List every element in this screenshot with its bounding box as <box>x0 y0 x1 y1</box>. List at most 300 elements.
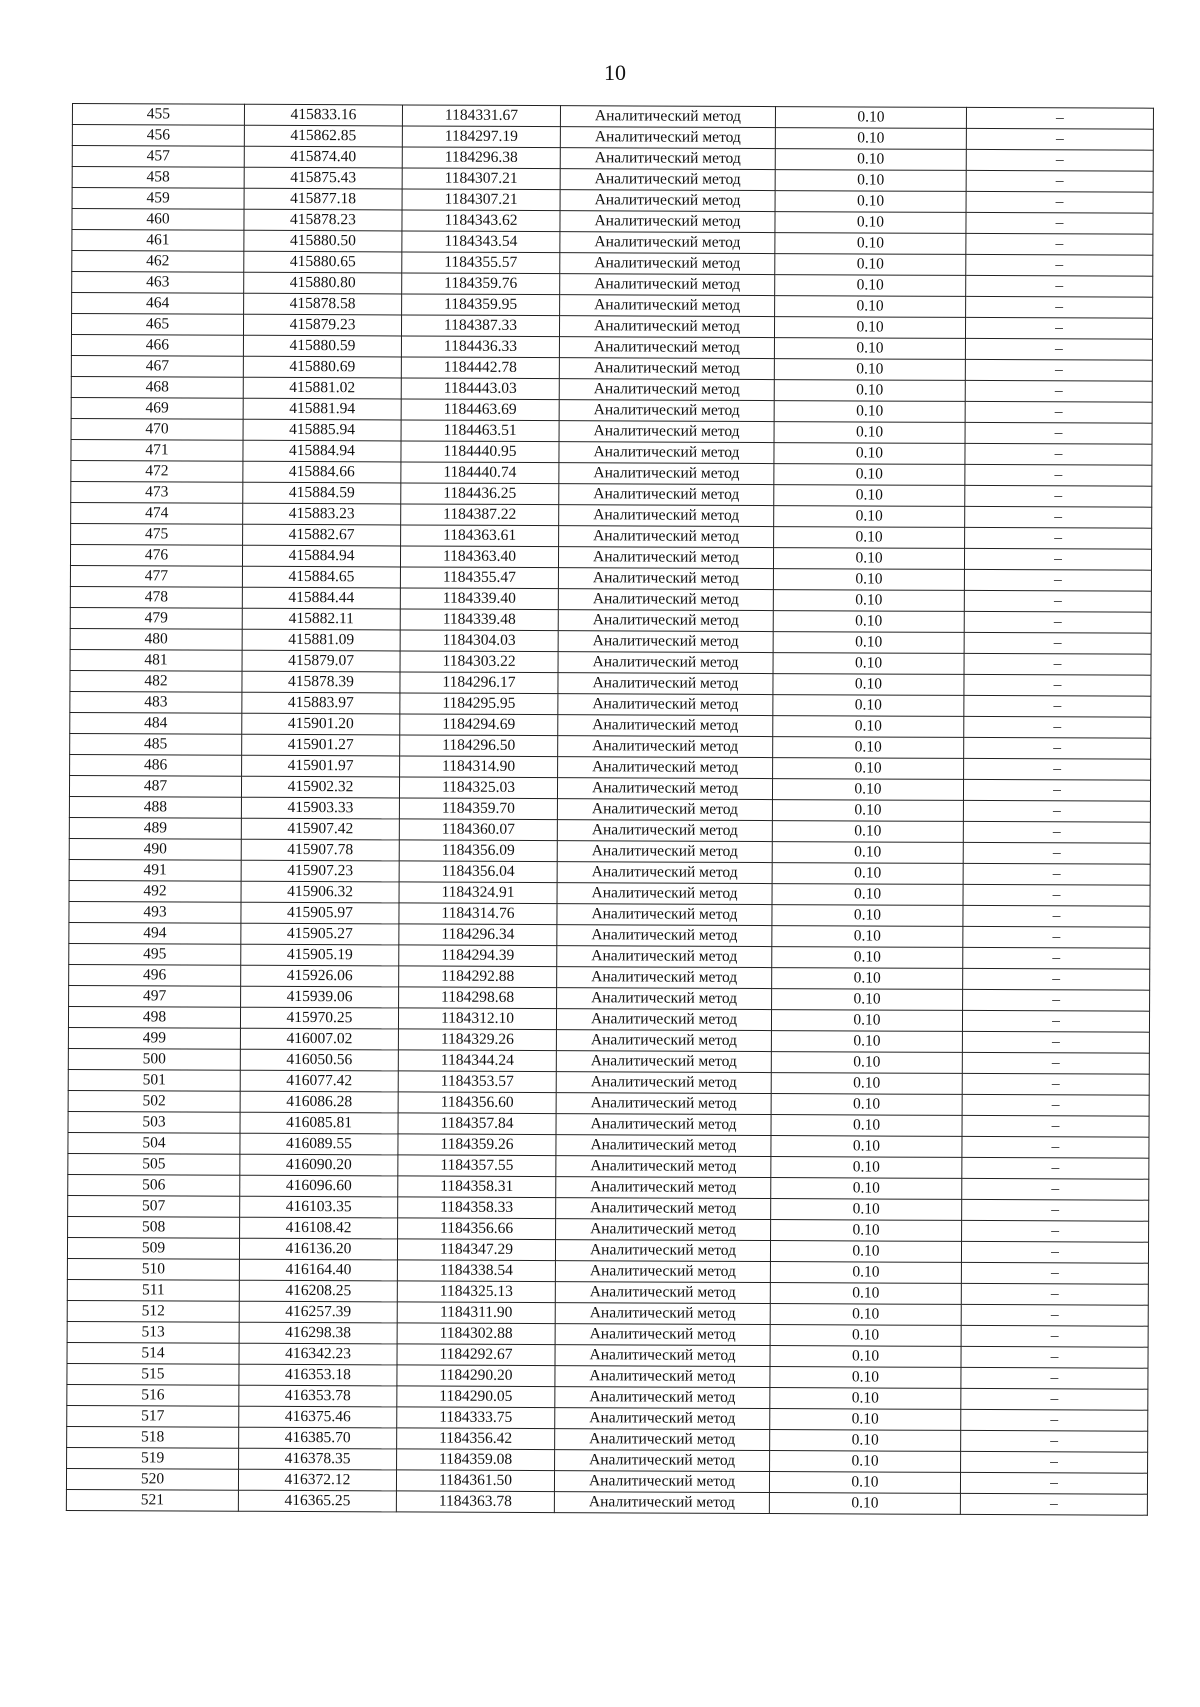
point-number-cell: 470 <box>71 418 243 440</box>
method-cell: Аналитический метод <box>560 127 775 149</box>
method-cell: Аналитический метод <box>557 778 772 800</box>
precision-cell: 0.10 <box>775 212 966 234</box>
point-number-cell: 516 <box>67 1384 239 1406</box>
precision-cell: 0.10 <box>775 191 966 213</box>
method-cell: Аналитический метод <box>559 421 774 443</box>
point-number-cell: 521 <box>66 1489 238 1511</box>
point-number-cell: 504 <box>68 1132 240 1154</box>
point-number-cell: 483 <box>70 691 242 713</box>
point-number-cell: 456 <box>72 125 244 147</box>
point-number-cell: 462 <box>72 251 244 273</box>
y-coordinate-cell: 1184359.08 <box>397 1449 555 1471</box>
y-coordinate-cell: 1184311.90 <box>397 1302 555 1324</box>
method-cell: Аналитический метод <box>556 1114 771 1136</box>
x-coordinate-cell: 415905.27 <box>241 923 399 945</box>
y-coordinate-cell: 1184307.21 <box>402 168 560 190</box>
precision-cell: 0.10 <box>774 380 965 402</box>
precision-cell: 0.10 <box>772 947 963 969</box>
point-number-cell: 499 <box>68 1027 240 1049</box>
point-number-cell: 509 <box>67 1237 239 1259</box>
method-cell: Аналитический метод <box>558 589 773 611</box>
x-coordinate-cell: 415882.11 <box>242 608 400 630</box>
description-cell: – <box>964 548 1151 570</box>
method-cell: Аналитический метод <box>554 1492 769 1514</box>
description-cell: – <box>962 1031 1149 1053</box>
description-cell: – <box>961 1430 1148 1452</box>
method-cell: Аналитический метод <box>560 295 775 317</box>
x-coordinate-cell: 415901.97 <box>242 755 400 777</box>
point-number-cell: 518 <box>67 1426 239 1448</box>
description-cell: – <box>966 149 1153 171</box>
y-coordinate-cell: 1184329.26 <box>398 1029 556 1051</box>
point-number-cell: 474 <box>71 502 243 524</box>
precision-cell: 0.10 <box>773 569 964 591</box>
y-coordinate-cell: 1184339.48 <box>400 609 558 631</box>
precision-cell: 0.10 <box>775 275 966 297</box>
x-coordinate-cell: 415884.66 <box>243 461 401 483</box>
y-coordinate-cell: 1184443.03 <box>401 378 559 400</box>
precision-cell: 0.10 <box>770 1304 961 1326</box>
y-coordinate-cell: 1184325.03 <box>399 777 557 799</box>
point-number-cell: 494 <box>69 922 241 944</box>
description-cell: – <box>961 1367 1148 1389</box>
method-cell: Аналитический метод <box>555 1429 770 1451</box>
point-number-cell: 463 <box>72 272 244 294</box>
x-coordinate-cell: 415907.42 <box>241 818 399 840</box>
method-cell: Аналитический метод <box>555 1303 770 1325</box>
method-cell: Аналитический метод <box>559 337 774 359</box>
method-cell: Аналитический метод <box>557 820 772 842</box>
method-cell: Аналитический метод <box>559 358 774 380</box>
x-coordinate-cell: 415884.44 <box>242 587 400 609</box>
x-coordinate-cell: 415883.97 <box>242 692 400 714</box>
y-coordinate-cell: 1184360.07 <box>399 819 557 841</box>
description-cell: – <box>964 674 1151 696</box>
point-number-cell: 471 <box>71 439 243 461</box>
point-number-cell: 497 <box>69 985 241 1007</box>
method-cell: Аналитический метод <box>558 652 773 674</box>
y-coordinate-cell: 1184344.24 <box>398 1050 556 1072</box>
point-number-cell: 514 <box>67 1342 239 1364</box>
description-cell: – <box>962 1052 1149 1074</box>
precision-cell: 0.10 <box>774 485 965 507</box>
y-coordinate-cell: 1184314.90 <box>400 756 558 778</box>
description-cell: – <box>964 632 1151 654</box>
point-number-cell: 491 <box>69 859 241 881</box>
x-coordinate-cell: 415905.97 <box>241 902 399 924</box>
x-coordinate-cell: 415880.50 <box>244 230 402 252</box>
x-coordinate-cell: 415939.06 <box>241 986 399 1008</box>
method-cell: Аналитический метод <box>557 967 772 989</box>
method-cell: Аналитический метод <box>555 1450 770 1472</box>
precision-cell: 0.10 <box>772 884 963 906</box>
description-cell: – <box>966 254 1153 276</box>
x-coordinate-cell: 416365.25 <box>238 1490 396 1512</box>
y-coordinate-cell: 1184303.22 <box>400 651 558 673</box>
y-coordinate-cell: 1184338.54 <box>397 1260 555 1282</box>
precision-cell: 0.10 <box>774 443 965 465</box>
method-cell: Аналитический метод <box>558 568 773 590</box>
point-number-cell: 477 <box>70 565 242 587</box>
precision-cell: 0.10 <box>771 1220 962 1242</box>
method-cell: Аналитический метод <box>560 106 775 128</box>
x-coordinate-cell: 416108.42 <box>240 1217 398 1239</box>
point-number-cell: 505 <box>68 1153 240 1175</box>
point-number-cell: 485 <box>70 733 242 755</box>
description-cell: – <box>961 1346 1148 1368</box>
description-cell: – <box>961 1325 1148 1347</box>
y-coordinate-cell: 1184324.91 <box>399 882 557 904</box>
method-cell: Аналитический метод <box>558 673 773 695</box>
y-coordinate-cell: 1184292.67 <box>397 1344 555 1366</box>
x-coordinate-cell: 416385.70 <box>239 1427 397 1449</box>
y-coordinate-cell: 1184356.09 <box>399 840 557 862</box>
method-cell: Аналитический метод <box>556 1072 771 1094</box>
x-coordinate-cell: 415880.69 <box>243 356 401 378</box>
precision-cell: 0.10 <box>774 527 965 549</box>
description-cell: – <box>962 1073 1149 1095</box>
description-cell: – <box>963 989 1150 1011</box>
precision-cell: 0.10 <box>771 1073 962 1095</box>
method-cell: Аналитический метод <box>555 1282 770 1304</box>
description-cell: – <box>961 1283 1148 1305</box>
method-cell: Аналитический метод <box>559 484 774 506</box>
method-cell: Аналитический метод <box>555 1366 770 1388</box>
x-coordinate-cell: 415878.39 <box>242 671 400 693</box>
description-cell: – <box>966 212 1153 234</box>
precision-cell: 0.10 <box>775 149 966 171</box>
x-coordinate-cell: 415875.43 <box>244 167 402 189</box>
point-number-cell: 480 <box>70 628 242 650</box>
description-cell: – <box>966 128 1153 150</box>
precision-cell: 0.10 <box>775 170 966 192</box>
y-coordinate-cell: 1184359.70 <box>399 798 557 820</box>
x-coordinate-cell: 415906.32 <box>241 881 399 903</box>
method-cell: Аналитический метод <box>558 715 773 737</box>
description-cell: – <box>962 1115 1149 1137</box>
method-cell: Аналитический метод <box>555 1261 770 1283</box>
precision-cell: 0.10 <box>773 674 964 696</box>
precision-cell: 0.10 <box>770 1241 961 1263</box>
precision-cell: 0.10 <box>772 989 963 1011</box>
y-coordinate-cell: 1184356.04 <box>399 861 557 883</box>
y-coordinate-cell: 1184297.19 <box>402 126 560 148</box>
y-coordinate-cell: 1184440.95 <box>401 441 559 463</box>
point-number-cell: 513 <box>67 1321 239 1343</box>
y-coordinate-cell: 1184361.50 <box>396 1470 554 1492</box>
description-cell: – <box>961 1241 1148 1263</box>
y-coordinate-cell: 1184436.33 <box>401 336 559 358</box>
coordinates-table <box>66 103 1154 1516</box>
method-cell: Аналитический метод <box>554 1471 769 1493</box>
point-number-cell: 517 <box>67 1405 239 1427</box>
y-coordinate-cell: 1184294.39 <box>399 945 557 967</box>
precision-cell: 0.10 <box>773 632 964 654</box>
point-number-cell: 507 <box>68 1195 240 1217</box>
y-coordinate-cell: 1184363.61 <box>401 525 559 547</box>
x-coordinate-cell: 416086.28 <box>240 1091 398 1113</box>
y-coordinate-cell: 1184304.03 <box>400 630 558 652</box>
y-coordinate-cell: 1184353.57 <box>398 1071 556 1093</box>
method-cell: Аналитический метод <box>559 442 774 464</box>
x-coordinate-cell: 416085.81 <box>240 1112 398 1134</box>
x-coordinate-cell: 415884.65 <box>242 566 400 588</box>
method-cell: Аналитический метод <box>559 505 774 527</box>
description-cell: – <box>962 1157 1149 1179</box>
method-cell: Аналитический метод <box>558 757 773 779</box>
precision-cell: 0.10 <box>771 1136 962 1158</box>
method-cell: Аналитический метод <box>559 316 774 338</box>
description-cell: – <box>966 170 1153 192</box>
precision-cell: 0.10 <box>771 1115 962 1137</box>
point-number-cell: 481 <box>70 649 242 671</box>
point-number-cell: 466 <box>71 334 243 356</box>
description-cell: – <box>966 275 1153 297</box>
description-cell: – <box>963 968 1150 990</box>
y-coordinate-cell: 1184358.33 <box>398 1197 556 1219</box>
description-cell: – <box>961 1388 1148 1410</box>
precision-cell: 0.10 <box>774 317 965 339</box>
x-coordinate-cell: 416090.20 <box>240 1154 398 1176</box>
method-cell: Аналитический метод <box>559 379 774 401</box>
method-cell: Аналитический метод <box>560 148 775 170</box>
y-coordinate-cell: 1184363.78 <box>396 1491 554 1513</box>
precision-cell: 0.10 <box>773 653 964 675</box>
precision-cell: 0.10 <box>770 1262 961 1284</box>
precision-cell: 0.10 <box>775 254 966 276</box>
description-cell: – <box>964 569 1151 591</box>
precision-cell: 0.10 <box>775 296 966 318</box>
y-coordinate-cell: 1184296.50 <box>400 735 558 757</box>
description-cell: – <box>963 842 1150 864</box>
x-coordinate-cell: 415880.59 <box>243 335 401 357</box>
point-number-cell: 502 <box>68 1090 240 1112</box>
method-cell: Аналитический метод <box>556 1198 771 1220</box>
method-cell: Аналитический метод <box>555 1324 770 1346</box>
description-cell: – <box>965 422 1152 444</box>
method-cell: Аналитический метод <box>560 169 775 191</box>
precision-cell: 0.10 <box>771 1031 962 1053</box>
precision-cell: 0.10 <box>772 926 963 948</box>
point-number-cell: 501 <box>68 1069 240 1091</box>
point-number-cell: 465 <box>71 314 243 336</box>
point-number-cell: 469 <box>71 397 243 419</box>
y-coordinate-cell: 1184307.21 <box>402 189 560 211</box>
method-cell: Аналитический метод <box>558 694 773 716</box>
page-number: 10 <box>604 60 626 85</box>
x-coordinate-cell: 415907.78 <box>241 839 399 861</box>
x-coordinate-cell: 415881.09 <box>242 629 400 651</box>
x-coordinate-cell: 416298.38 <box>239 1322 397 1344</box>
y-coordinate-cell: 1184463.51 <box>401 420 559 442</box>
precision-cell: 0.10 <box>773 611 964 633</box>
description-cell: – <box>966 296 1153 318</box>
y-coordinate-cell: 1184296.17 <box>400 672 558 694</box>
point-number-cell: 460 <box>72 209 244 231</box>
precision-cell: 0.10 <box>775 233 966 255</box>
method-cell: Аналитический метод <box>557 799 772 821</box>
method-cell: Аналитический метод <box>556 1009 771 1031</box>
x-coordinate-cell: 416353.18 <box>239 1364 397 1386</box>
precision-cell: 0.10 <box>770 1430 961 1452</box>
method-cell: Аналитический метод <box>556 1051 771 1073</box>
x-coordinate-cell: 415879.23 <box>243 314 401 336</box>
x-coordinate-cell: 415903.33 <box>241 797 399 819</box>
point-number-cell: 498 <box>68 1006 240 1028</box>
y-coordinate-cell: 1184325.13 <box>397 1281 555 1303</box>
description-cell: – <box>964 653 1151 675</box>
point-number-cell: 511 <box>67 1279 239 1301</box>
description-cell: – <box>965 485 1152 507</box>
description-cell: – <box>964 695 1151 717</box>
y-coordinate-cell: 1184292.88 <box>399 966 557 988</box>
method-cell: Аналитический метод <box>560 253 775 275</box>
x-coordinate-cell: 415881.02 <box>243 377 401 399</box>
method-cell: Аналитический метод <box>560 232 775 254</box>
precision-cell: 0.10 <box>770 1367 961 1389</box>
precision-cell: 0.10 <box>774 464 965 486</box>
precision-cell: 0.10 <box>771 1052 962 1074</box>
x-coordinate-cell: 415926.06 <box>241 965 399 987</box>
point-number-cell: 515 <box>67 1363 239 1385</box>
method-cell: Аналитический метод <box>555 1345 770 1367</box>
x-coordinate-cell: 415884.94 <box>242 545 400 567</box>
precision-cell: 0.10 <box>772 863 963 885</box>
point-number-cell: 475 <box>71 523 243 545</box>
description-cell: – <box>963 800 1150 822</box>
point-number-cell: 496 <box>69 964 241 986</box>
y-coordinate-cell: 1184355.57 <box>402 252 560 274</box>
point-number-cell: 482 <box>70 670 242 692</box>
y-coordinate-cell: 1184358.31 <box>398 1176 556 1198</box>
point-number-cell: 484 <box>70 712 242 734</box>
x-coordinate-cell: 416342.23 <box>239 1343 397 1365</box>
y-coordinate-cell: 1184333.75 <box>397 1407 555 1429</box>
y-coordinate-cell: 1184302.88 <box>397 1323 555 1345</box>
x-coordinate-cell: 416257.39 <box>239 1301 397 1323</box>
description-cell: – <box>965 380 1152 402</box>
x-coordinate-cell: 415905.19 <box>241 944 399 966</box>
description-cell: – <box>963 779 1150 801</box>
method-cell: Аналитический метод <box>556 1135 771 1157</box>
point-number-cell: 493 <box>69 901 241 923</box>
point-number-cell: 473 <box>71 481 243 503</box>
point-number-cell: 457 <box>72 146 244 168</box>
y-coordinate-cell: 1184359.26 <box>398 1134 556 1156</box>
point-number-cell: 519 <box>67 1447 239 1469</box>
precision-cell: 0.10 <box>771 1178 962 1200</box>
y-coordinate-cell: 1184357.55 <box>398 1155 556 1177</box>
point-number-cell: 506 <box>68 1174 240 1196</box>
precision-cell: 0.10 <box>771 1010 962 1032</box>
x-coordinate-cell: 416136.20 <box>239 1238 397 1260</box>
precision-cell: 0.10 <box>770 1451 961 1473</box>
x-coordinate-cell: 415881.94 <box>243 398 401 420</box>
description-cell: – <box>965 359 1152 381</box>
precision-cell: 0.10 <box>772 821 963 843</box>
y-coordinate-cell: 1184294.69 <box>400 714 558 736</box>
y-coordinate-cell: 1184442.78 <box>401 357 559 379</box>
point-number-cell: 458 <box>72 167 244 189</box>
x-coordinate-cell: 416353.78 <box>239 1385 397 1407</box>
method-cell: Аналитический метод <box>557 841 772 863</box>
y-coordinate-cell: 1184387.22 <box>401 504 559 526</box>
coordinates-table-body <box>66 104 1153 1516</box>
point-number-cell: 510 <box>67 1258 239 1280</box>
method-cell: Аналитический метод <box>555 1240 770 1262</box>
point-number-cell: 478 <box>70 586 242 608</box>
y-coordinate-cell: 1184331.67 <box>402 105 560 127</box>
precision-cell: 0.10 <box>774 338 965 360</box>
description-cell: – <box>965 401 1152 423</box>
precision-cell: 0.10 <box>773 716 964 738</box>
description-cell: – <box>963 905 1150 927</box>
method-cell: Аналитический метод <box>555 1387 770 1409</box>
description-cell: – <box>963 884 1150 906</box>
description-cell: – <box>965 506 1152 528</box>
x-coordinate-cell: 415833.16 <box>244 104 402 126</box>
precision-cell: 0.10 <box>769 1493 960 1515</box>
description-cell: – <box>962 1010 1149 1032</box>
y-coordinate-cell: 1184295.95 <box>400 693 558 715</box>
precision-cell: 0.10 <box>772 800 963 822</box>
x-coordinate-cell: 415884.59 <box>243 482 401 504</box>
y-coordinate-cell: 1184440.74 <box>401 462 559 484</box>
x-coordinate-cell: 415884.94 <box>243 440 401 462</box>
y-coordinate-cell: 1184290.20 <box>397 1365 555 1387</box>
x-coordinate-cell: 416050.56 <box>240 1049 398 1071</box>
precision-cell: 0.10 <box>773 548 964 570</box>
precision-cell: 0.10 <box>774 359 965 381</box>
precision-cell: 0.10 <box>771 1199 962 1221</box>
description-cell: – <box>964 716 1151 738</box>
description-cell: – <box>964 737 1151 759</box>
description-cell: – <box>961 1409 1148 1431</box>
method-cell: Аналитический метод <box>556 1030 771 1052</box>
y-coordinate-cell: 1184298.68 <box>399 987 557 1009</box>
y-coordinate-cell: 1184312.10 <box>398 1008 556 1030</box>
x-coordinate-cell: 416208.25 <box>239 1280 397 1302</box>
precision-cell: 0.10 <box>770 1388 961 1410</box>
method-cell: Аналитический метод <box>557 904 772 926</box>
x-coordinate-cell: 416089.55 <box>240 1133 398 1155</box>
method-cell: Аналитический метод <box>556 1093 771 1115</box>
y-coordinate-cell: 1184314.76 <box>399 903 557 925</box>
method-cell: Аналитический метод <box>556 1177 771 1199</box>
x-coordinate-cell: 415880.80 <box>244 272 402 294</box>
description-cell: – <box>964 590 1151 612</box>
method-cell: Аналитический метод <box>560 190 775 212</box>
precision-cell: 0.10 <box>770 1325 961 1347</box>
y-coordinate-cell: 1184296.34 <box>399 924 557 946</box>
method-cell: Аналитический метод <box>559 463 774 485</box>
y-coordinate-cell: 1184296.38 <box>402 147 560 169</box>
y-coordinate-cell: 1184359.95 <box>402 294 560 316</box>
x-coordinate-cell: 415902.32 <box>241 776 399 798</box>
point-number-cell: 490 <box>69 838 241 860</box>
x-coordinate-cell: 415880.65 <box>244 251 402 273</box>
y-coordinate-cell: 1184343.62 <box>402 210 560 232</box>
point-number-cell: 486 <box>70 754 242 776</box>
precision-cell: 0.10 <box>774 422 965 444</box>
description-cell: – <box>965 338 1152 360</box>
method-cell: Аналитический метод <box>559 526 774 548</box>
x-coordinate-cell: 415878.23 <box>244 209 402 231</box>
point-number-cell: 467 <box>71 355 243 377</box>
x-coordinate-cell: 416103.35 <box>240 1196 398 1218</box>
method-cell: Аналитический метод <box>559 400 774 422</box>
precision-cell: 0.10 <box>769 1472 960 1494</box>
